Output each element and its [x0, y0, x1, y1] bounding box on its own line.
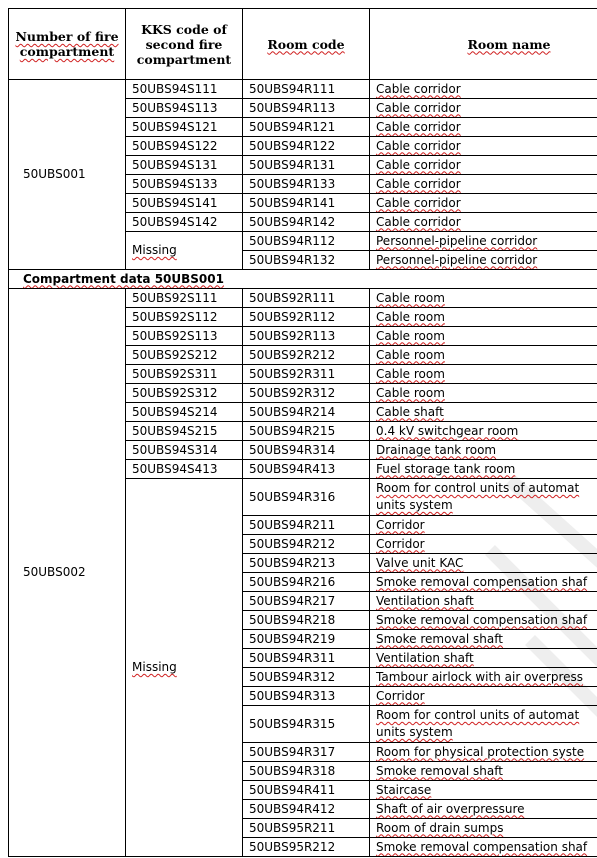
room-code-cell-text: 50UBS94R211 — [249, 517, 336, 532]
room-code-cell — [243, 535, 370, 554]
room-name-continued: units system — [376, 498, 453, 512]
room-code-cell-text: 50UBS94R121 — [249, 119, 336, 134]
fire-compartment-cell-text: 50UBS001 — [23, 167, 86, 181]
room-name-cell — [370, 743, 597, 762]
room-code-cell-text: 50UBS94R314 — [249, 442, 336, 457]
room-code-cell-text: 50UBS92R112 — [249, 309, 336, 324]
kks-code-cell — [126, 422, 243, 441]
room-code-cell-text: 50UBS94R315 — [249, 716, 336, 731]
fire-compartment-table — [8, 8, 597, 857]
room-name-cell — [370, 194, 597, 213]
section-row — [9, 270, 597, 289]
room-code-cell — [243, 460, 370, 479]
room-name-cell — [370, 460, 597, 479]
room-code-cell-text: 50UBS94R318 — [249, 763, 336, 778]
room-name: Cable shaft — [376, 404, 444, 419]
room-name-cell — [370, 819, 597, 838]
header-room-code — [243, 9, 370, 80]
room-name: Cable corridor — [376, 119, 461, 134]
room-name-cell — [370, 327, 597, 346]
room-name: Cable corridor — [376, 100, 461, 115]
room-name: Staircase — [376, 782, 432, 797]
room-code-cell — [243, 99, 370, 118]
room-name-cell — [370, 687, 597, 706]
room-name-cell — [370, 80, 597, 99]
kks-code-cell-text: 50UBS94S314 — [132, 442, 218, 457]
header-fire-compartment — [9, 9, 126, 80]
room-code-cell — [243, 194, 370, 213]
kks-code-cell-text: 50UBS94S214 — [132, 404, 218, 419]
kks-code-cell-text: 50UBS94S215 — [132, 423, 218, 438]
header-row — [9, 9, 597, 80]
kks-code-cell — [126, 441, 243, 460]
room-code-cell — [243, 384, 370, 403]
room-code-cell-text: 50UBS94R411 — [249, 782, 336, 797]
kks-code-cell-text: 50UBS92S312 — [132, 385, 218, 400]
room-code-cell-text: 50UBS94R313 — [249, 688, 336, 703]
room-name-continued: units system — [376, 725, 453, 739]
kks-code-cell — [126, 365, 243, 384]
kks-code-cell — [126, 460, 243, 479]
room-code-cell-text: 50UBS94R312 — [249, 669, 336, 684]
kks-code-cell-text: 50UBS92S113 — [132, 328, 218, 343]
room-name: Shaft of air overpressure — [376, 801, 525, 816]
room-code-cell — [243, 156, 370, 175]
room-name: 0.4 kV switchgear room — [376, 423, 519, 438]
room-code-cell — [243, 592, 370, 611]
room-code-cell — [243, 781, 370, 800]
room-code-cell — [243, 573, 370, 592]
room-name-cell — [370, 535, 597, 554]
room-name-cell — [370, 441, 597, 460]
room-code-cell — [243, 743, 370, 762]
room-code-cell — [243, 800, 370, 819]
room-name-cell — [370, 649, 597, 668]
kks-code-cell — [126, 80, 243, 99]
kks-code-cell — [126, 289, 243, 308]
room-name-cell — [370, 592, 597, 611]
room-name-cell — [370, 516, 597, 535]
room-name-cell — [370, 118, 597, 137]
header-kks-code-label: KKS code of second fire compartment — [136, 21, 232, 67]
header-room-code-label: Room code — [267, 36, 345, 52]
room-code-cell — [243, 479, 370, 516]
room-code-cell-text: 50UBS94R112 — [249, 233, 336, 248]
room-code-cell-text: 50UBS92R212 — [249, 347, 336, 362]
room-code-cell-text: 50UBS94R311 — [249, 650, 336, 665]
kks-missing-cell — [126, 232, 243, 270]
table-row — [9, 289, 597, 308]
room-code-cell — [243, 80, 370, 99]
room-code-cell-text: 50UBS94R412 — [249, 801, 336, 816]
room-code-cell-text: 50UBS94R122 — [249, 138, 336, 153]
room-code-cell — [243, 668, 370, 687]
kks-code-cell — [126, 118, 243, 137]
header-fire-compartment-label: Number of fire compartment — [15, 29, 119, 59]
room-name-cell — [370, 232, 597, 251]
kks-code-cell — [126, 308, 243, 327]
header-kks-code — [126, 9, 243, 80]
room-code-cell-text: 50UBS94R142 — [249, 214, 336, 229]
room-name-cell — [370, 175, 597, 194]
room-code-cell-text: 50UBS92R111 — [249, 290, 336, 305]
kks-code-cell-text: 50UBS94S133 — [132, 176, 218, 191]
room-code-cell — [243, 289, 370, 308]
kks-code-cell — [126, 175, 243, 194]
kks-code-cell — [126, 346, 243, 365]
room-code-cell-text: 50UBS94R215 — [249, 423, 336, 438]
room-name: Room for physical protection syste — [376, 744, 585, 759]
room-name: Cable corridor — [376, 138, 461, 153]
room-name: Room for control units of automat — [376, 481, 580, 495]
kks-code-cell-text: 50UBS92S311 — [132, 366, 218, 381]
room-name-cell — [370, 573, 597, 592]
room-name: Cable corridor — [376, 214, 461, 229]
fire-compartment-cell-text: 50UBS002 — [23, 565, 86, 579]
room-name-cell — [370, 289, 597, 308]
room-code-cell — [243, 554, 370, 573]
room-code-cell — [243, 213, 370, 232]
room-code-cell-text: 50UBS94R132 — [249, 252, 336, 267]
room-name-cell — [370, 251, 597, 270]
room-code-cell — [243, 838, 370, 857]
kks-code-cell — [126, 156, 243, 175]
room-code-cell-text: 50UBS95R212 — [249, 839, 336, 854]
room-code-cell-text: 50UBS95R211 — [249, 820, 336, 835]
room-code-cell-text: 50UBS94R111 — [249, 81, 336, 96]
room-code-cell — [243, 762, 370, 781]
kks-code-cell-text: 50UBS94S413 — [132, 461, 218, 476]
room-name: Smoke removal compensation shaf — [376, 839, 588, 854]
room-code-cell — [243, 346, 370, 365]
kks-code-cell — [126, 213, 243, 232]
room-name-cell — [370, 308, 597, 327]
room-name-cell — [370, 213, 597, 232]
room-name-cell — [370, 384, 597, 403]
kks-code-cell — [126, 403, 243, 422]
room-code-cell — [243, 308, 370, 327]
room-code-cell — [243, 630, 370, 649]
room-code-cell — [243, 137, 370, 156]
room-code-cell-text: 50UBS94R316 — [249, 489, 336, 504]
room-name: Cable room — [376, 309, 445, 324]
room-code-cell — [243, 422, 370, 441]
table-row — [9, 80, 597, 99]
room-name-cell — [370, 800, 597, 819]
room-name-cell — [370, 706, 597, 743]
room-code-cell-text: 50UBS94R218 — [249, 612, 336, 627]
room-name: Personnel-pipeline corridor — [376, 252, 538, 267]
room-code-cell-text: 50UBS94R413 — [249, 461, 336, 476]
room-code-cell — [243, 175, 370, 194]
room-code-cell-text: 50UBS94R219 — [249, 631, 336, 646]
room-code-cell-text: 50UBS94R317 — [249, 744, 336, 759]
room-code-cell-text: 50UBS92R113 — [249, 328, 336, 343]
room-code-cell-text: 50UBS92R312 — [249, 385, 336, 400]
room-code-cell — [243, 441, 370, 460]
kks-code-cell-text: 50UBS92S112 — [132, 309, 218, 324]
room-code-cell — [243, 611, 370, 630]
kks-code-cell-text: 50UBS94S142 — [132, 214, 218, 229]
room-name: Cable room — [376, 328, 445, 343]
room-name-cell — [370, 479, 597, 516]
kks-code-cell-text: 50UBS94S121 — [132, 119, 218, 134]
room-name: Cable room — [376, 347, 445, 362]
section-label: Compartment data 50UBS001 — [23, 271, 224, 286]
room-code-cell — [243, 232, 370, 251]
room-code-cell — [243, 403, 370, 422]
room-name: Room of drain sumps — [376, 820, 504, 835]
kks-missing-cell — [126, 479, 243, 857]
room-code-cell — [243, 819, 370, 838]
room-code-cell-text: 50UBS94R113 — [249, 100, 336, 115]
room-name-cell — [370, 422, 597, 441]
kks-code-cell-text: 50UBS92S111 — [132, 290, 218, 305]
header-room-name — [370, 9, 597, 80]
room-name-cell — [370, 838, 597, 857]
kks-code-cell — [126, 137, 243, 156]
room-name-cell — [370, 365, 597, 384]
kks-code-cell — [126, 99, 243, 118]
room-code-cell-text: 50UBS94R141 — [249, 195, 336, 210]
room-name: Cable room — [376, 385, 445, 400]
room-name-cell — [370, 156, 597, 175]
kks-code-cell-text: 50UBS94S131 — [132, 157, 218, 172]
room-code-cell-text: 50UBS92R311 — [249, 366, 336, 381]
kks-missing-cell-text: Missing — [132, 660, 177, 674]
room-name: Smoke removal compensation shaf — [376, 574, 588, 589]
room-code-cell — [243, 327, 370, 346]
room-name-cell — [370, 554, 597, 573]
room-name-cell — [370, 611, 597, 630]
table-body — [9, 80, 597, 857]
room-code-cell — [243, 649, 370, 668]
room-name: Smoke removal compensation shaf — [376, 612, 588, 627]
room-name: Cable room — [376, 290, 445, 305]
room-name: Smoke removal shaft — [376, 763, 503, 778]
kks-code-cell-text: 50UBS94S111 — [132, 81, 218, 96]
room-name-cell — [370, 346, 597, 365]
section-cell — [9, 270, 597, 289]
room-name: Fuel storage tank room — [376, 461, 516, 476]
room-name-cell — [370, 630, 597, 649]
room-name: Cable corridor — [376, 176, 461, 191]
room-name: Ventilation shaft — [376, 593, 474, 608]
room-name: Smoke removal shaft — [376, 631, 503, 646]
room-name-cell — [370, 781, 597, 800]
room-name: Corridor — [376, 517, 425, 532]
room-code-cell — [243, 251, 370, 270]
room-name: Cable corridor — [376, 81, 461, 96]
kks-code-cell-text: 50UBS92S212 — [132, 347, 218, 362]
room-code-cell-text: 50UBS94R213 — [249, 555, 336, 570]
room-name-cell — [370, 99, 597, 118]
fire-compartment-cell — [9, 289, 126, 857]
room-code-cell — [243, 706, 370, 743]
room-code-cell — [243, 687, 370, 706]
room-name: Cable corridor — [376, 157, 461, 172]
kks-code-cell — [126, 327, 243, 346]
kks-code-cell-text: 50UBS94S141 — [132, 195, 218, 210]
room-name-cell — [370, 137, 597, 156]
room-name-cell — [370, 762, 597, 781]
room-name-cell — [370, 668, 597, 687]
room-name: Valve unit KAC — [376, 555, 464, 570]
room-name: Cable room — [376, 366, 445, 381]
room-code-cell — [243, 516, 370, 535]
kks-code-cell — [126, 194, 243, 213]
room-code-cell — [243, 118, 370, 137]
room-code-cell-text: 50UBS94R214 — [249, 404, 336, 419]
header-room-name-label: Room name — [467, 36, 551, 52]
room-name: Room for control units of automat — [376, 708, 580, 722]
kks-code-cell-text: 50UBS94S122 — [132, 138, 218, 153]
fire-compartment-cell — [9, 80, 126, 270]
room-code-cell — [243, 365, 370, 384]
room-name: Personnel-pipeline corridor — [376, 233, 538, 248]
room-name: Tambour airlock with air overpress — [376, 669, 583, 684]
kks-code-cell-text: 50UBS94S113 — [132, 100, 218, 115]
room-name: Drainage tank room — [376, 442, 497, 457]
room-code-cell-text: 50UBS94R216 — [249, 574, 336, 589]
room-name: Corridor — [376, 688, 425, 703]
room-code-cell-text: 50UBS94R133 — [249, 176, 336, 191]
room-code-cell-text: 50UBS94R212 — [249, 536, 336, 551]
room-name: Ventilation shaft — [376, 650, 474, 665]
room-name: Cable corridor — [376, 195, 461, 210]
kks-code-cell — [126, 384, 243, 403]
room-name: Corridor — [376, 536, 425, 551]
room-name-cell — [370, 403, 597, 422]
room-code-cell-text: 50UBS94R217 — [249, 593, 336, 608]
kks-missing-cell-text: Missing — [132, 243, 177, 257]
room-code-cell-text: 50UBS94R131 — [249, 157, 336, 172]
